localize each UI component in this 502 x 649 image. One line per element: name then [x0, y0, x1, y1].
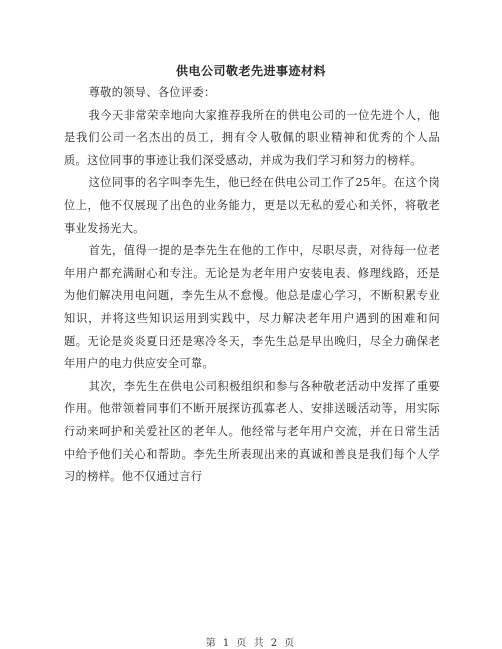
paragraph-second: 其次，李先生在供电公司积极组织和参与各种敬老活动中发挥了重要作用。他带领着同事们不断开展探访孤寡老人、安排送暖活动等，用实际行动来呵护和关爱社区的老年人。他经常与老年用户交流，并在日常生活中给予他们关心和帮助。李先生所表现出来的真诚和善良是我们每个人学习的榜样。他不仅通过言行 [64, 379, 440, 484]
paragraph-background: 这位同事的名字叫李先生，他已经在供电公司工作了25年。在这个岗位上，他不仅展现了出色的业务能力，更是以无私的爱心和关怀，将敬老事业发扬光大。 [64, 176, 440, 235]
salutation: 尊敬的领导、各位评委： [88, 86, 216, 99]
document-body [64, 82, 440, 489]
document-title: 供电公司敬老先进事迹材料 [175, 64, 326, 78]
page-footer: 第 1 页 共 2 页 [205, 638, 297, 649]
paragraph-first: 首先，值得一提的是李先生在他的工作中，尽职尽责，对待每一位老年用户都充满耐心和专注。无论是为老年用户安装电表、修理线路，还是为他们解决用电问题，李先生从不怠慢。他总是虚心学习，不断积累专业知识，并将这些知识运用到实践中，尽力解决老年用户遇到的困难和问题。无论是炎炎夏日还是寒冷冬天，李先生总是早出晚归，尽全力确保老年用户的电力供应安全可靠。 [64, 244, 440, 371]
paragraph-intro: 我今天非常荣幸地向大家推荐我所在的供电公司的一位先进个人，他是我们公司一名杰出的员工，拥有令人敬佩的职业精神和优秀的个人品质。这位同事的事迹让我们深受感动，并成为我们学习和努力的榜样。 [64, 108, 440, 167]
